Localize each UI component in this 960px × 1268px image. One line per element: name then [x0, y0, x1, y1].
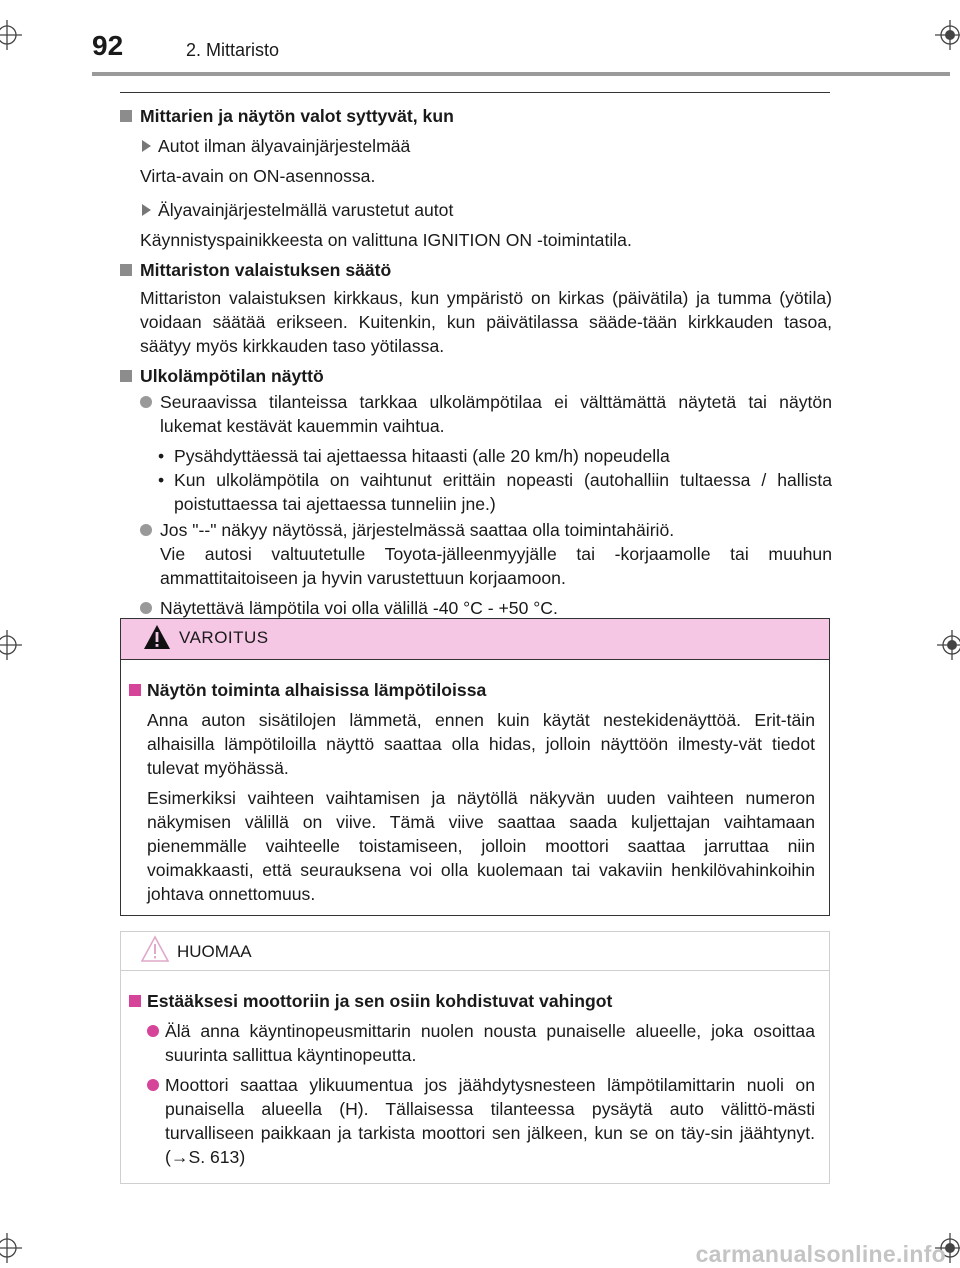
- warning-triangle-icon: [143, 623, 171, 656]
- list-item: • Pysähdyttäessä tai ajettaessa hitaasti (alle 20 km/h) nopeudella: [158, 446, 670, 466]
- section-heading-outside-temp: Ulkolämpötilan näyttö: [120, 364, 832, 388]
- square-bullet-icon: [129, 684, 141, 696]
- notice-header: [121, 932, 829, 971]
- crop-mark-mid-right: [937, 630, 960, 660]
- crop-mark-mid-left: [0, 630, 22, 660]
- caution-triangle-icon: [141, 935, 169, 968]
- triangle-bullet-icon: [142, 204, 151, 216]
- paragraph: Anna auton sisätilojen lämmetä, ennen kuin käytät nestekidenäyttöä. Erit-täin alhaisilla lämpötiloilla näyttö saattaa olla hidas, jolloin näyttöön ilmesty-vät tiedot tulevat myöhässä.: [147, 710, 815, 778]
- notice-heading: Estääksesi moottoriin ja sen osiin kohdistuvat vahingot: [129, 989, 815, 1013]
- list-item: Älyavainjärjestelmällä varustetut autot: [120, 198, 832, 222]
- triangle-bullet-icon: [142, 140, 151, 152]
- notice-body: [121, 971, 829, 1169]
- list-item: Älä anna käyntinopeusmittarin nuolen nousta punaiselle alueelle, joka osoittaa suurinta sallittua käyntinopeutta.: [129, 1019, 815, 1067]
- list-item: Näytettävä lämpötila voi olla välillä -40 °C - +50 °C.: [120, 596, 832, 620]
- square-bullet-icon: [120, 264, 132, 276]
- list-item: Autot ilman älyavainjärjestelmää: [120, 134, 832, 158]
- notice-title: HUOMAA: [177, 942, 252, 961]
- list-item: Moottori saattaa ylikuumentua jos jäähdytysnesteen lämpötilamittarin nuoli on punaisella alueella (H). Tällaisessa tilanteessa pysäytä auto välittö-mästi turvalliseen paikkaan ja tarkista moottori sen jälkeen, kun se on täy-sin jäähtynyt. (→S. 613): [129, 1073, 815, 1169]
- notice-box: [120, 931, 830, 1184]
- warning-heading: Näytön toiminta alhaisissa lämpötiloissa: [129, 678, 815, 702]
- section-heading-lights: Mittarien ja näytön valot syttyvät, kun: [120, 104, 832, 128]
- paragraph: Mittariston valaistuksen kirkkaus, kun ympäristö on kirkas (päivätila) ja tumma (yötila) voidaan säätää erikseen. Kuitenkin, kun päivätilassa sääde-tään kirkkauden tasoa, säätyy myös kirkkauden taso yötilassa.: [140, 288, 832, 356]
- circle-bullet-icon: [140, 602, 152, 614]
- chapter-title: 2. Mittaristo: [186, 40, 280, 60]
- warning-body: [121, 660, 829, 906]
- crop-mark-top-left: [0, 20, 22, 50]
- circle-bullet-icon: [147, 1025, 159, 1037]
- circle-bullet-icon: [140, 524, 152, 536]
- list-item: Seuraavissa tilanteissa tarkkaa ulkolämpötilaa ei välttämättä näytetä tai näytön lukemat kestävät kauemmin vaihtua.: [120, 390, 832, 438]
- paragraph: Virta-avain on ON-asennossa.: [140, 166, 376, 186]
- circle-bullet-icon: [140, 396, 152, 408]
- watermark: carmanualsonline.info: [695, 1241, 946, 1267]
- square-bullet-icon: [120, 370, 132, 382]
- paragraph: Käynnistyspainikkeesta on valittuna IGNITION ON -toimintatila.: [140, 230, 632, 250]
- warning-header: [121, 619, 829, 660]
- header-bar: [92, 72, 950, 76]
- paragraph: Esimerkiksi vaihteen vaihtamisen ja näytöllä näkyvän uuden vaihteen numeron näkymisen välillä on viive. Tämä viive saattaa saada kuljettajan vaihtamaan pienemmälle vaihteelle toistamiseen, jolloin moottori saattaa jarruttaa niin voimakkaasti, että seurauksena voi olla kuolemaan tai vakaviin henkilövahinkoihin johtava onnettomuus.: [147, 788, 815, 904]
- header-rule: [120, 92, 830, 93]
- warning-title: VAROITUS: [179, 628, 269, 647]
- page-number: 92: [92, 30, 124, 61]
- square-bullet-icon: [120, 110, 132, 122]
- circle-bullet-icon: [147, 1079, 159, 1091]
- crop-mark-bottom-left: [0, 1233, 22, 1263]
- section-heading-brightness: Mittariston valaistuksen säätö: [120, 258, 832, 282]
- main-content: [120, 100, 832, 620]
- warning-box: [120, 618, 830, 916]
- list-item: Jos "--" näkyy näytössä, järjestelmässä saattaa olla toimintahäiriö. Vie autosi valtuutetulle Toyota-jälleenmyyjälle tai -korjaamolle tai muuhun ammattitaitoiseen ja hyvin varustettuun korjaamoon.: [120, 518, 832, 590]
- list-item: • Kun ulkolämpötila on vaihtunut erittäin nopeasti (autohalliin tultaessa / hallista poistuttaessa tai ajettaessa tunneliin jne.): [158, 470, 832, 514]
- square-bullet-icon: [129, 995, 141, 1007]
- crop-mark-top-right: [935, 20, 960, 50]
